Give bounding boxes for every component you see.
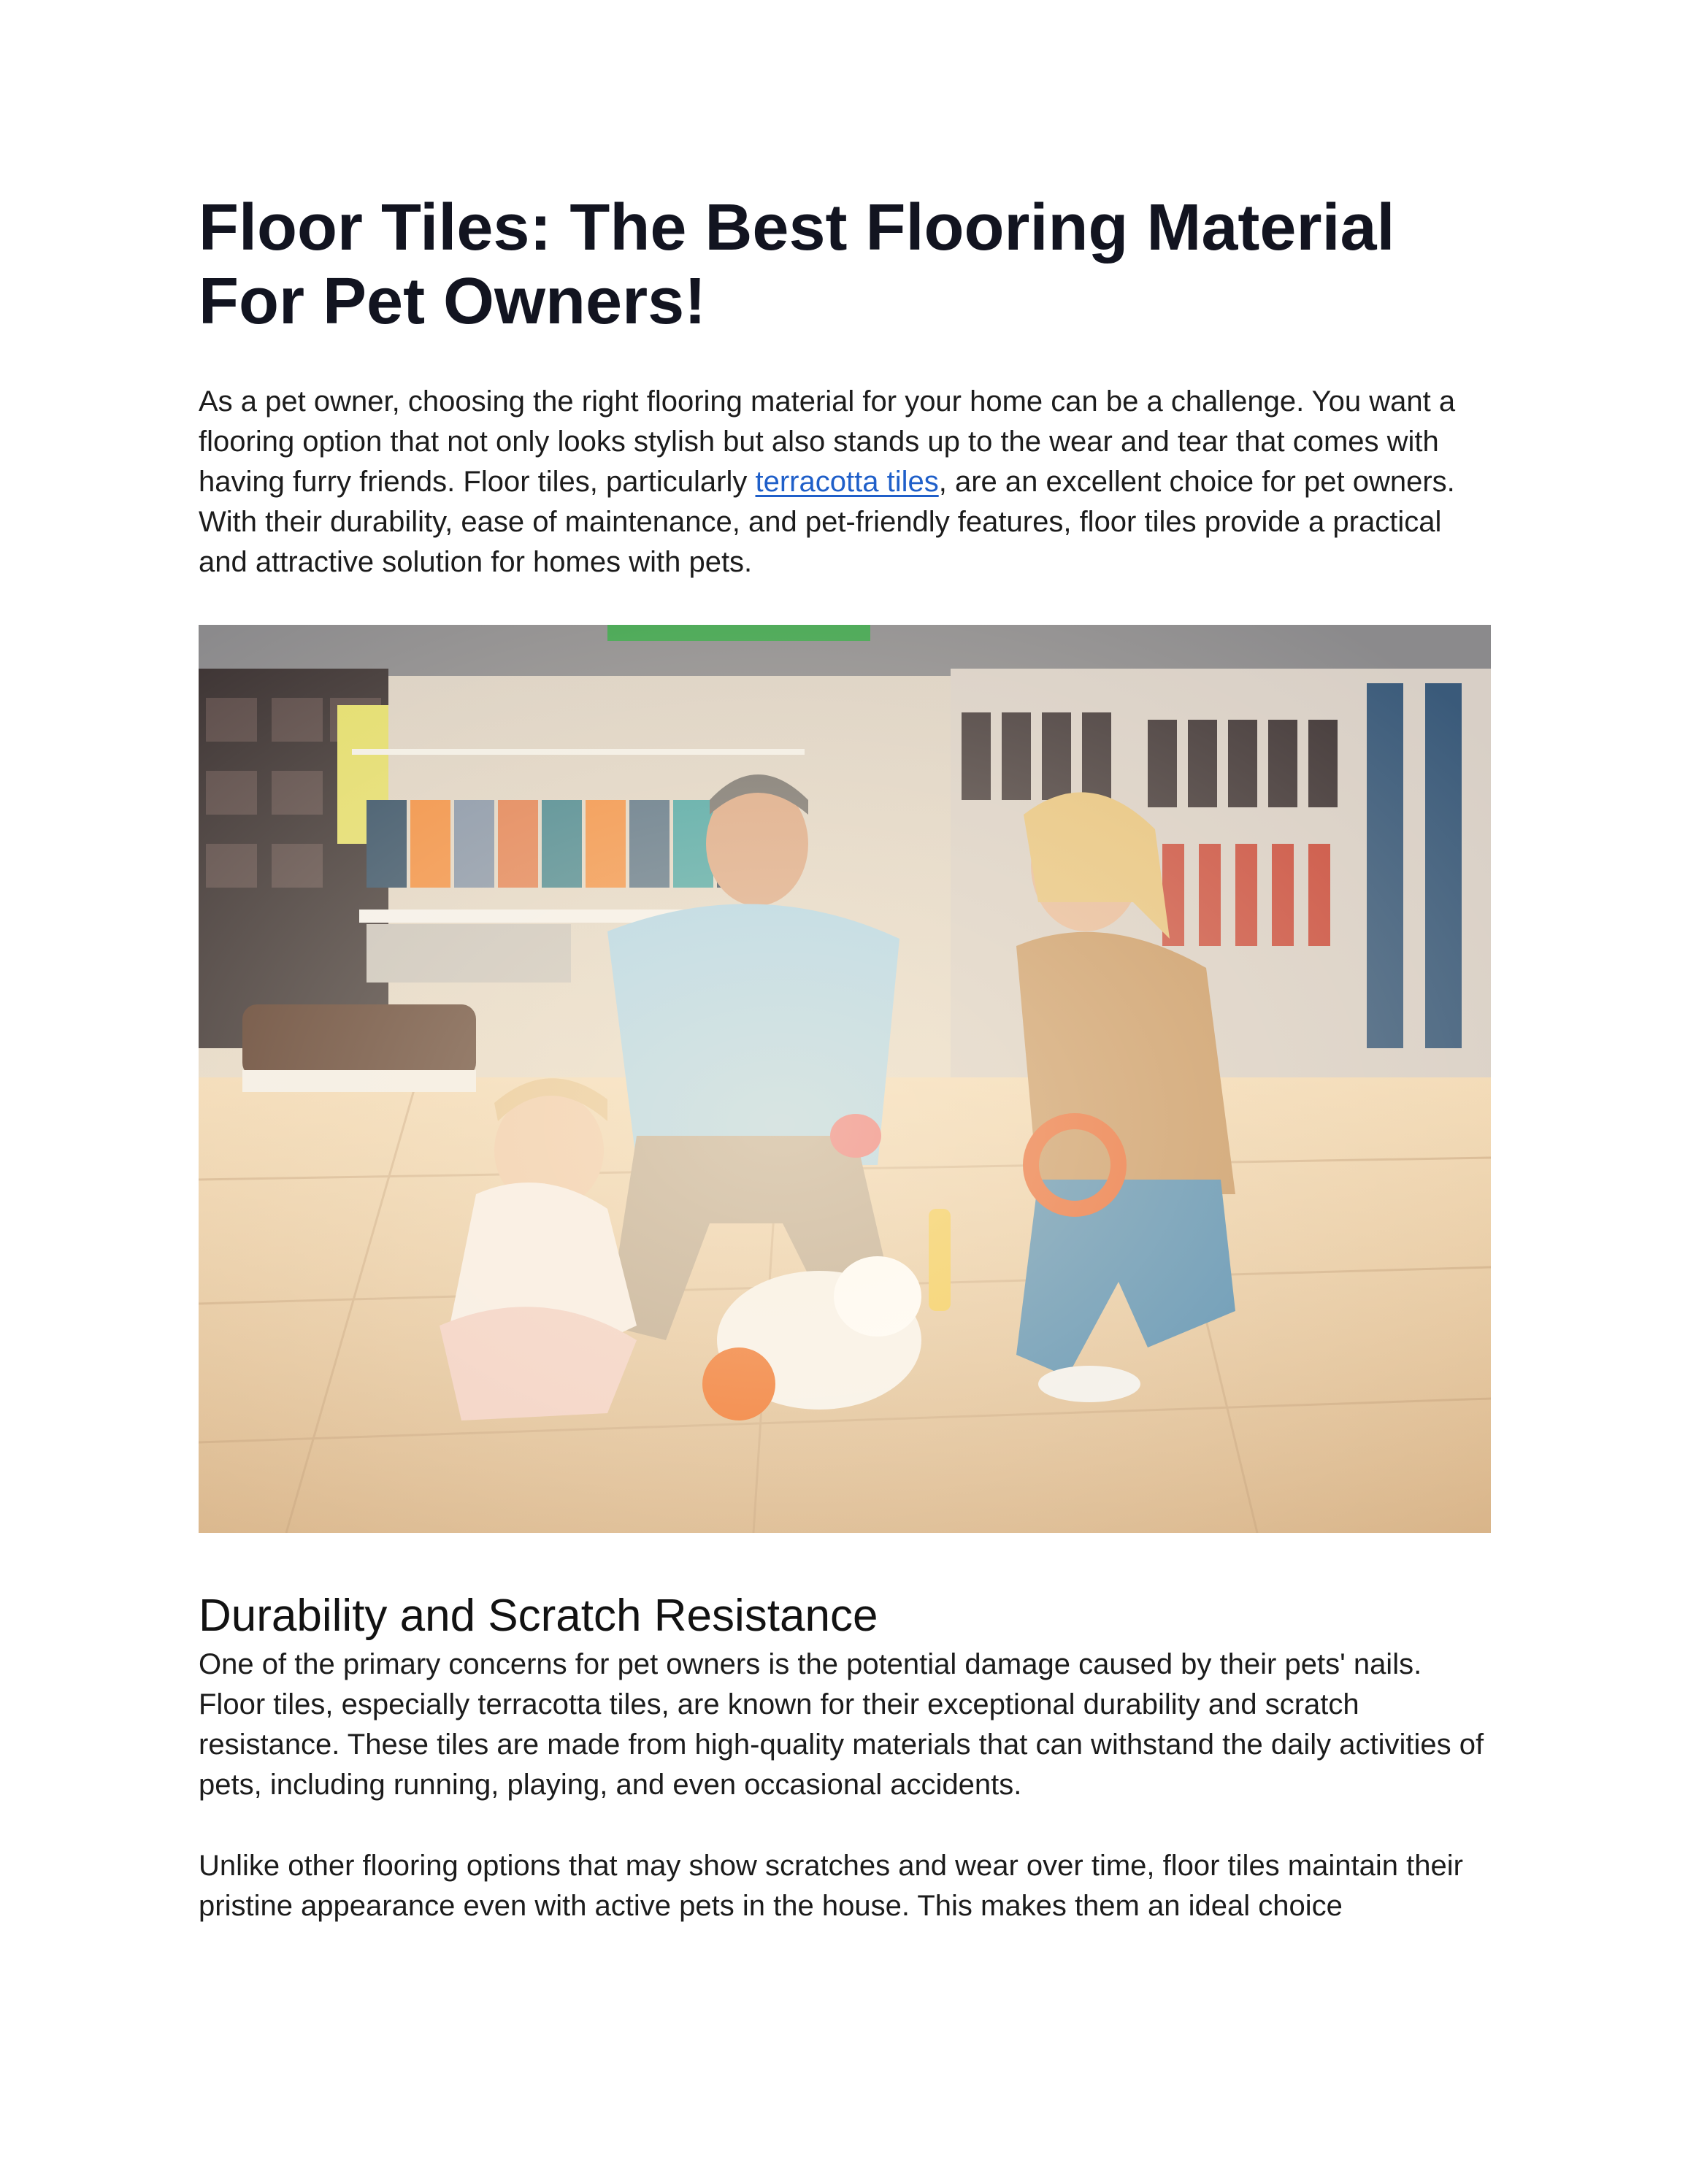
terracotta-tiles-link[interactable]: terracotta tiles [755, 466, 939, 498]
section-paragraph-2: Unlike other flooring options that may show scratches and wear over time, floor tiles maintain their pristine appearance even with active pets in the house. This makes them an ideal choice [199, 1850, 1463, 1922]
hero-photo-family-in-pet-store [199, 625, 1491, 1533]
intro-text-after-link: , are an excellent choice for pet owners. With their durability, ease of maintenance, and pet-friendly features, floor tiles provide a practical and attractive solution for homes with pets. [199, 466, 1455, 578]
intro-paragraph [199, 382, 1489, 582]
intro-text-before-link: As a pet owner, choosing the right flooring material for your home can be a challenge. You want a flooring option that not only looks stylish but also stands up to the wear and tear that comes with having furry friends. Floor tiles, particularly [199, 385, 1456, 498]
section-heading: Durability and Scratch Resistance [199, 1591, 878, 1641]
section-paragraph-1: One of the primary concerns for pet owners is the potential damage caused by their pets' nails. Floor tiles, especially terracotta tiles, are known for their exceptional durability and scratch resistance. These tiles are made from high-quality materials that can withstand the daily activities of pets, including running, playing, and even occasional accidents. [199, 1648, 1484, 1801]
page-title: Floor Tiles: The Best Flooring Material For Pet Owners! [199, 191, 1395, 338]
